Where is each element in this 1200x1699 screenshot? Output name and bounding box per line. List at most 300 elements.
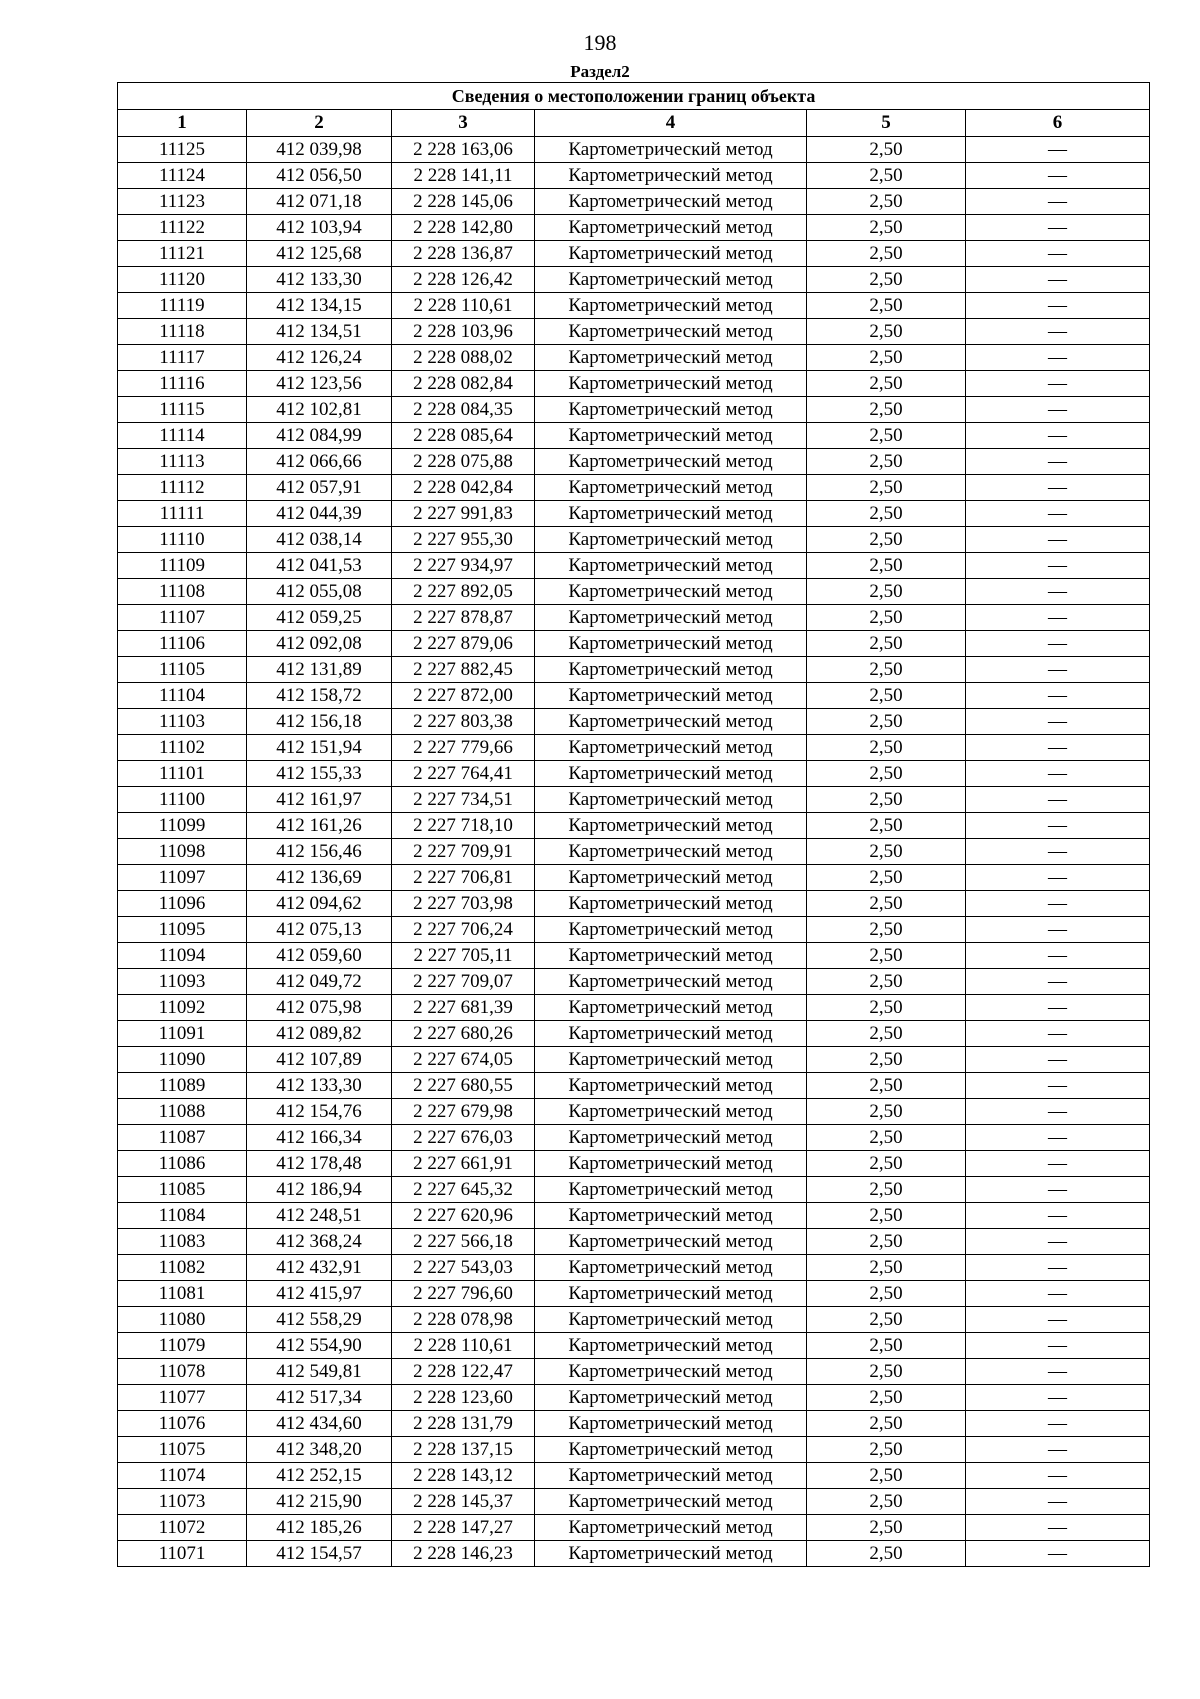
description-cell: — (966, 839, 1150, 865)
x-coordinate-cell: 412 075,13 (247, 917, 392, 943)
x-coordinate-cell: 412 133,30 (247, 1073, 392, 1099)
table-row (118, 917, 1150, 943)
description-cell: — (966, 1021, 1150, 1047)
accuracy-cell: 2,50 (807, 1333, 966, 1359)
description-cell: — (966, 995, 1150, 1021)
x-coordinate-cell: 412 126,24 (247, 345, 392, 371)
accuracy-cell: 2,50 (807, 371, 966, 397)
x-coordinate-cell: 412 059,25 (247, 605, 392, 631)
point-number-cell: 11071 (118, 1541, 247, 1567)
point-number-cell: 11111 (118, 501, 247, 527)
y-coordinate-cell: 2 228 145,37 (392, 1489, 535, 1515)
x-coordinate-cell: 412 156,18 (247, 709, 392, 735)
y-coordinate-cell: 2 227 882,45 (392, 657, 535, 683)
x-coordinate-cell: 412 049,72 (247, 969, 392, 995)
x-coordinate-cell: 412 161,97 (247, 787, 392, 813)
point-number-cell: 11113 (118, 449, 247, 475)
point-number-cell: 11110 (118, 527, 247, 553)
accuracy-cell: 2,50 (807, 1463, 966, 1489)
table-row (118, 293, 1150, 319)
method-cell: Картометрический метод (535, 553, 807, 579)
x-coordinate-cell: 412 089,82 (247, 1021, 392, 1047)
description-cell: — (966, 553, 1150, 579)
x-coordinate-cell: 412 215,90 (247, 1489, 392, 1515)
y-coordinate-cell: 2 227 566,18 (392, 1229, 535, 1255)
y-coordinate-cell: 2 228 078,98 (392, 1307, 535, 1333)
table-title-row (118, 83, 1150, 110)
method-cell: Картометрический метод (535, 1125, 807, 1151)
table-row (118, 1489, 1150, 1515)
y-coordinate-cell: 2 227 709,91 (392, 839, 535, 865)
accuracy-cell: 2,50 (807, 553, 966, 579)
point-number-cell: 11103 (118, 709, 247, 735)
method-cell: Картометрический метод (535, 293, 807, 319)
table-row (118, 345, 1150, 371)
point-number-cell: 11104 (118, 683, 247, 709)
y-coordinate-cell: 2 227 955,30 (392, 527, 535, 553)
point-number-cell: 11089 (118, 1073, 247, 1099)
x-coordinate-cell: 412 133,30 (247, 267, 392, 293)
x-coordinate-cell: 412 158,72 (247, 683, 392, 709)
table-row (118, 1177, 1150, 1203)
description-cell: — (966, 1281, 1150, 1307)
x-coordinate-cell: 412 134,15 (247, 293, 392, 319)
y-coordinate-cell: 2 227 718,10 (392, 813, 535, 839)
description-cell: — (966, 813, 1150, 839)
point-number-cell: 11091 (118, 1021, 247, 1047)
table-row (118, 969, 1150, 995)
point-number-cell: 11095 (118, 917, 247, 943)
table-row (118, 397, 1150, 423)
x-coordinate-cell: 412 156,46 (247, 839, 392, 865)
description-cell: — (966, 1255, 1150, 1281)
description-cell: — (966, 761, 1150, 787)
x-coordinate-cell: 412 123,56 (247, 371, 392, 397)
point-number-cell: 11094 (118, 943, 247, 969)
description-cell: — (966, 1385, 1150, 1411)
accuracy-cell: 2,50 (807, 813, 966, 839)
table-row (118, 683, 1150, 709)
section-label: Раздел2 (570, 62, 630, 81)
accuracy-cell: 2,50 (807, 709, 966, 735)
table-row (118, 215, 1150, 241)
table-row (118, 631, 1150, 657)
accuracy-cell: 2,50 (807, 319, 966, 345)
y-coordinate-cell: 2 228 084,35 (392, 397, 535, 423)
point-number-cell: 11125 (118, 137, 247, 163)
accuracy-cell: 2,50 (807, 397, 966, 423)
method-cell: Картометрический метод (535, 1385, 807, 1411)
description-cell: — (966, 787, 1150, 813)
accuracy-cell: 2,50 (807, 241, 966, 267)
table-row (118, 605, 1150, 631)
method-cell: Картометрический метод (535, 371, 807, 397)
x-coordinate-cell: 412 071,18 (247, 189, 392, 215)
table-row (118, 319, 1150, 345)
table-row (118, 1125, 1150, 1151)
accuracy-cell: 2,50 (807, 1021, 966, 1047)
description-cell: — (966, 683, 1150, 709)
y-coordinate-cell: 2 227 705,11 (392, 943, 535, 969)
accuracy-cell: 2,50 (807, 1151, 966, 1177)
x-coordinate-cell: 412 057,91 (247, 475, 392, 501)
description-cell: — (966, 1229, 1150, 1255)
table-row (118, 1411, 1150, 1437)
accuracy-cell: 2,50 (807, 267, 966, 293)
table-row (118, 1307, 1150, 1333)
y-coordinate-cell: 2 227 680,26 (392, 1021, 535, 1047)
table-row (118, 163, 1150, 189)
x-coordinate-cell: 412 155,33 (247, 761, 392, 787)
accuracy-cell: 2,50 (807, 943, 966, 969)
accuracy-cell: 2,50 (807, 839, 966, 865)
table-row (118, 1021, 1150, 1047)
method-cell: Картометрический метод (535, 189, 807, 215)
point-number-cell: 11119 (118, 293, 247, 319)
y-coordinate-cell: 2 228 142,80 (392, 215, 535, 241)
method-cell: Картометрический метод (535, 1151, 807, 1177)
x-coordinate-cell: 412 517,34 (247, 1385, 392, 1411)
method-cell: Картометрический метод (535, 631, 807, 657)
description-cell: — (966, 397, 1150, 423)
method-cell: Картометрический метод (535, 1437, 807, 1463)
table-row (118, 735, 1150, 761)
table-row (118, 137, 1150, 163)
description-cell: — (966, 319, 1150, 345)
x-coordinate-cell: 412 248,51 (247, 1203, 392, 1229)
point-number-cell: 11075 (118, 1437, 247, 1463)
y-coordinate-cell: 2 227 681,39 (392, 995, 535, 1021)
point-number-cell: 11084 (118, 1203, 247, 1229)
y-coordinate-cell: 2 227 734,51 (392, 787, 535, 813)
method-cell: Картометрический метод (535, 761, 807, 787)
method-cell: Картометрический метод (535, 865, 807, 891)
x-coordinate-cell: 412 107,89 (247, 1047, 392, 1073)
accuracy-cell: 2,50 (807, 1437, 966, 1463)
y-coordinate-cell: 2 228 146,23 (392, 1541, 535, 1567)
description-cell: — (966, 1463, 1150, 1489)
table-row (118, 1515, 1150, 1541)
point-number-cell: 11122 (118, 215, 247, 241)
method-cell: Картометрический метод (535, 501, 807, 527)
point-number-cell: 11106 (118, 631, 247, 657)
x-coordinate-cell: 412 554,90 (247, 1333, 392, 1359)
column-header: 5 (807, 110, 966, 137)
accuracy-cell: 2,50 (807, 1411, 966, 1437)
method-cell: Картометрический метод (535, 1463, 807, 1489)
description-cell: — (966, 241, 1150, 267)
y-coordinate-cell: 2 227 661,91 (392, 1151, 535, 1177)
x-coordinate-cell: 412 131,89 (247, 657, 392, 683)
method-cell: Картометрический метод (535, 1099, 807, 1125)
method-cell: Картометрический метод (535, 1281, 807, 1307)
accuracy-cell: 2,50 (807, 1229, 966, 1255)
point-number-cell: 11101 (118, 761, 247, 787)
column-header: 3 (392, 110, 535, 137)
x-coordinate-cell: 412 075,98 (247, 995, 392, 1021)
table-row (118, 657, 1150, 683)
accuracy-cell: 2,50 (807, 995, 966, 1021)
method-cell: Картометрический метод (535, 579, 807, 605)
table-row (118, 1229, 1150, 1255)
y-coordinate-cell: 2 228 088,02 (392, 345, 535, 371)
y-coordinate-cell: 2 227 543,03 (392, 1255, 535, 1281)
accuracy-cell: 2,50 (807, 1281, 966, 1307)
accuracy-cell: 2,50 (807, 1255, 966, 1281)
x-coordinate-cell: 412 434,60 (247, 1411, 392, 1437)
y-coordinate-cell: 2 228 110,61 (392, 1333, 535, 1359)
accuracy-cell: 2,50 (807, 605, 966, 631)
x-coordinate-cell: 412 041,53 (247, 553, 392, 579)
table-row (118, 839, 1150, 865)
x-coordinate-cell: 412 125,68 (247, 241, 392, 267)
x-coordinate-cell: 412 092,08 (247, 631, 392, 657)
x-coordinate-cell: 412 084,99 (247, 423, 392, 449)
y-coordinate-cell: 2 227 680,55 (392, 1073, 535, 1099)
accuracy-cell: 2,50 (807, 891, 966, 917)
point-number-cell: 11116 (118, 371, 247, 397)
point-number-cell: 11090 (118, 1047, 247, 1073)
accuracy-cell: 2,50 (807, 579, 966, 605)
description-cell: — (966, 475, 1150, 501)
accuracy-cell: 2,50 (807, 189, 966, 215)
description-cell: — (966, 267, 1150, 293)
accuracy-cell: 2,50 (807, 969, 966, 995)
x-coordinate-cell: 412 415,97 (247, 1281, 392, 1307)
point-number-cell: 11097 (118, 865, 247, 891)
description-cell: — (966, 943, 1150, 969)
x-coordinate-cell: 412 432,91 (247, 1255, 392, 1281)
table-row (118, 579, 1150, 605)
table-title: Сведения о местоположении границ объекта (118, 83, 1150, 110)
y-coordinate-cell: 2 227 674,05 (392, 1047, 535, 1073)
x-coordinate-cell: 412 066,66 (247, 449, 392, 475)
point-number-cell: 11099 (118, 813, 247, 839)
accuracy-cell: 2,50 (807, 735, 966, 761)
y-coordinate-cell: 2 227 796,60 (392, 1281, 535, 1307)
point-number-cell: 11121 (118, 241, 247, 267)
table-row (118, 813, 1150, 839)
method-cell: Картометрический метод (535, 657, 807, 683)
y-coordinate-cell: 2 228 103,96 (392, 319, 535, 345)
table-row (118, 1463, 1150, 1489)
description-cell: — (966, 189, 1150, 215)
table-row (118, 267, 1150, 293)
y-coordinate-cell: 2 228 042,84 (392, 475, 535, 501)
x-coordinate-cell: 412 558,29 (247, 1307, 392, 1333)
accuracy-cell: 2,50 (807, 1099, 966, 1125)
accuracy-cell: 2,50 (807, 1515, 966, 1541)
column-header: 1 (118, 110, 247, 137)
accuracy-cell: 2,50 (807, 1385, 966, 1411)
accuracy-cell: 2,50 (807, 1177, 966, 1203)
description-cell: — (966, 1125, 1150, 1151)
x-coordinate-cell: 412 348,20 (247, 1437, 392, 1463)
method-cell: Картометрический метод (535, 917, 807, 943)
accuracy-cell: 2,50 (807, 1541, 966, 1567)
method-cell: Картометрический метод (535, 397, 807, 423)
x-coordinate-cell: 412 039,98 (247, 137, 392, 163)
method-cell: Картометрический метод (535, 475, 807, 501)
method-cell: Картометрический метод (535, 1307, 807, 1333)
description-cell: — (966, 1047, 1150, 1073)
accuracy-cell: 2,50 (807, 345, 966, 371)
point-number-cell: 11086 (118, 1151, 247, 1177)
table-row (118, 787, 1150, 813)
method-cell: Картометрический метод (535, 267, 807, 293)
y-coordinate-cell: 2 227 679,98 (392, 1099, 535, 1125)
method-cell: Картометрический метод (535, 1515, 807, 1541)
accuracy-cell: 2,50 (807, 1489, 966, 1515)
description-cell: — (966, 1515, 1150, 1541)
point-number-cell: 11093 (118, 969, 247, 995)
description-cell: — (966, 371, 1150, 397)
point-number-cell: 11105 (118, 657, 247, 683)
x-coordinate-cell: 412 549,81 (247, 1359, 392, 1385)
point-number-cell: 11102 (118, 735, 247, 761)
y-coordinate-cell: 2 227 706,81 (392, 865, 535, 891)
method-cell: Картометрический метод (535, 1177, 807, 1203)
accuracy-cell: 2,50 (807, 917, 966, 943)
description-cell: — (966, 345, 1150, 371)
point-number-cell: 11118 (118, 319, 247, 345)
point-number-cell: 11117 (118, 345, 247, 371)
point-number-cell: 11074 (118, 1463, 247, 1489)
x-coordinate-cell: 412 136,69 (247, 865, 392, 891)
description-cell: — (966, 891, 1150, 917)
accuracy-cell: 2,50 (807, 631, 966, 657)
y-coordinate-cell: 2 228 147,27 (392, 1515, 535, 1541)
description-cell: — (966, 709, 1150, 735)
point-number-cell: 11073 (118, 1489, 247, 1515)
column-header-row (118, 110, 1150, 137)
method-cell: Картометрический метод (535, 423, 807, 449)
x-coordinate-cell: 412 185,26 (247, 1515, 392, 1541)
boundary-coordinates-table (117, 82, 1150, 1567)
description-cell: — (966, 605, 1150, 631)
method-cell: Картометрический метод (535, 345, 807, 371)
y-coordinate-cell: 2 228 085,64 (392, 423, 535, 449)
description-cell: — (966, 579, 1150, 605)
table-row (118, 1437, 1150, 1463)
method-cell: Картометрический метод (535, 839, 807, 865)
method-cell: Картометрический метод (535, 1333, 807, 1359)
table-row (118, 761, 1150, 787)
table-row (118, 475, 1150, 501)
description-cell: — (966, 1541, 1150, 1567)
description-cell: — (966, 293, 1150, 319)
description-cell: — (966, 1177, 1150, 1203)
accuracy-cell: 2,50 (807, 1047, 966, 1073)
point-number-cell: 11077 (118, 1385, 247, 1411)
y-coordinate-cell: 2 228 131,79 (392, 1411, 535, 1437)
accuracy-cell: 2,50 (807, 683, 966, 709)
y-coordinate-cell: 2 227 934,97 (392, 553, 535, 579)
table-row (118, 1385, 1150, 1411)
description-cell: — (966, 527, 1150, 553)
table-row (118, 1151, 1150, 1177)
x-coordinate-cell: 412 103,94 (247, 215, 392, 241)
table-body (118, 137, 1150, 1567)
description-cell: — (966, 449, 1150, 475)
method-cell: Картометрический метод (535, 943, 807, 969)
table-row (118, 1073, 1150, 1099)
description-cell: — (966, 1359, 1150, 1385)
table-row (118, 995, 1150, 1021)
point-number-cell: 11080 (118, 1307, 247, 1333)
y-coordinate-cell: 2 228 143,12 (392, 1463, 535, 1489)
point-number-cell: 11092 (118, 995, 247, 1021)
accuracy-cell: 2,50 (807, 215, 966, 241)
column-header: 6 (966, 110, 1150, 137)
description-cell: — (966, 163, 1150, 189)
y-coordinate-cell: 2 228 082,84 (392, 371, 535, 397)
x-coordinate-cell: 412 368,24 (247, 1229, 392, 1255)
method-cell: Картометрический метод (535, 1255, 807, 1281)
method-cell: Картометрический метод (535, 319, 807, 345)
accuracy-cell: 2,50 (807, 527, 966, 553)
y-coordinate-cell: 2 228 075,88 (392, 449, 535, 475)
method-cell: Картометрический метод (535, 215, 807, 241)
accuracy-cell: 2,50 (807, 1307, 966, 1333)
method-cell: Картометрический метод (535, 735, 807, 761)
description-cell: — (966, 1307, 1150, 1333)
table-row (118, 709, 1150, 735)
y-coordinate-cell: 2 227 779,66 (392, 735, 535, 761)
column-header: 4 (535, 110, 807, 137)
accuracy-cell: 2,50 (807, 475, 966, 501)
x-coordinate-cell: 412 134,51 (247, 319, 392, 345)
table-row (118, 1203, 1150, 1229)
y-coordinate-cell: 2 227 703,98 (392, 891, 535, 917)
table-row (118, 527, 1150, 553)
method-cell: Картометрический метод (535, 1411, 807, 1437)
x-coordinate-cell: 412 059,60 (247, 943, 392, 969)
point-number-cell: 11100 (118, 787, 247, 813)
method-cell: Картометрический метод (535, 1541, 807, 1567)
table-row (118, 891, 1150, 917)
method-cell: Картометрический метод (535, 1047, 807, 1073)
y-coordinate-cell: 2 228 141,11 (392, 163, 535, 189)
y-coordinate-cell: 2 227 676,03 (392, 1125, 535, 1151)
x-coordinate-cell: 412 178,48 (247, 1151, 392, 1177)
table-row (118, 1281, 1150, 1307)
y-coordinate-cell: 2 228 136,87 (392, 241, 535, 267)
accuracy-cell: 2,50 (807, 501, 966, 527)
x-coordinate-cell: 412 102,81 (247, 397, 392, 423)
accuracy-cell: 2,50 (807, 163, 966, 189)
description-cell: — (966, 1437, 1150, 1463)
method-cell: Картометрический метод (535, 969, 807, 995)
method-cell: Картометрический метод (535, 683, 807, 709)
x-coordinate-cell: 412 055,08 (247, 579, 392, 605)
point-number-cell: 11096 (118, 891, 247, 917)
y-coordinate-cell: 2 228 123,60 (392, 1385, 535, 1411)
table-row (118, 943, 1150, 969)
description-cell: — (966, 1073, 1150, 1099)
method-cell: Картометрический метод (535, 449, 807, 475)
point-number-cell: 11072 (118, 1515, 247, 1541)
description-cell: — (966, 657, 1150, 683)
y-coordinate-cell: 2 227 892,05 (392, 579, 535, 605)
method-cell: Картометрический метод (535, 891, 807, 917)
y-coordinate-cell: 2 228 163,06 (392, 137, 535, 163)
method-cell: Картометрический метод (535, 241, 807, 267)
accuracy-cell: 2,50 (807, 865, 966, 891)
y-coordinate-cell: 2 227 803,38 (392, 709, 535, 735)
table-row (118, 449, 1150, 475)
y-coordinate-cell: 2 227 706,24 (392, 917, 535, 943)
